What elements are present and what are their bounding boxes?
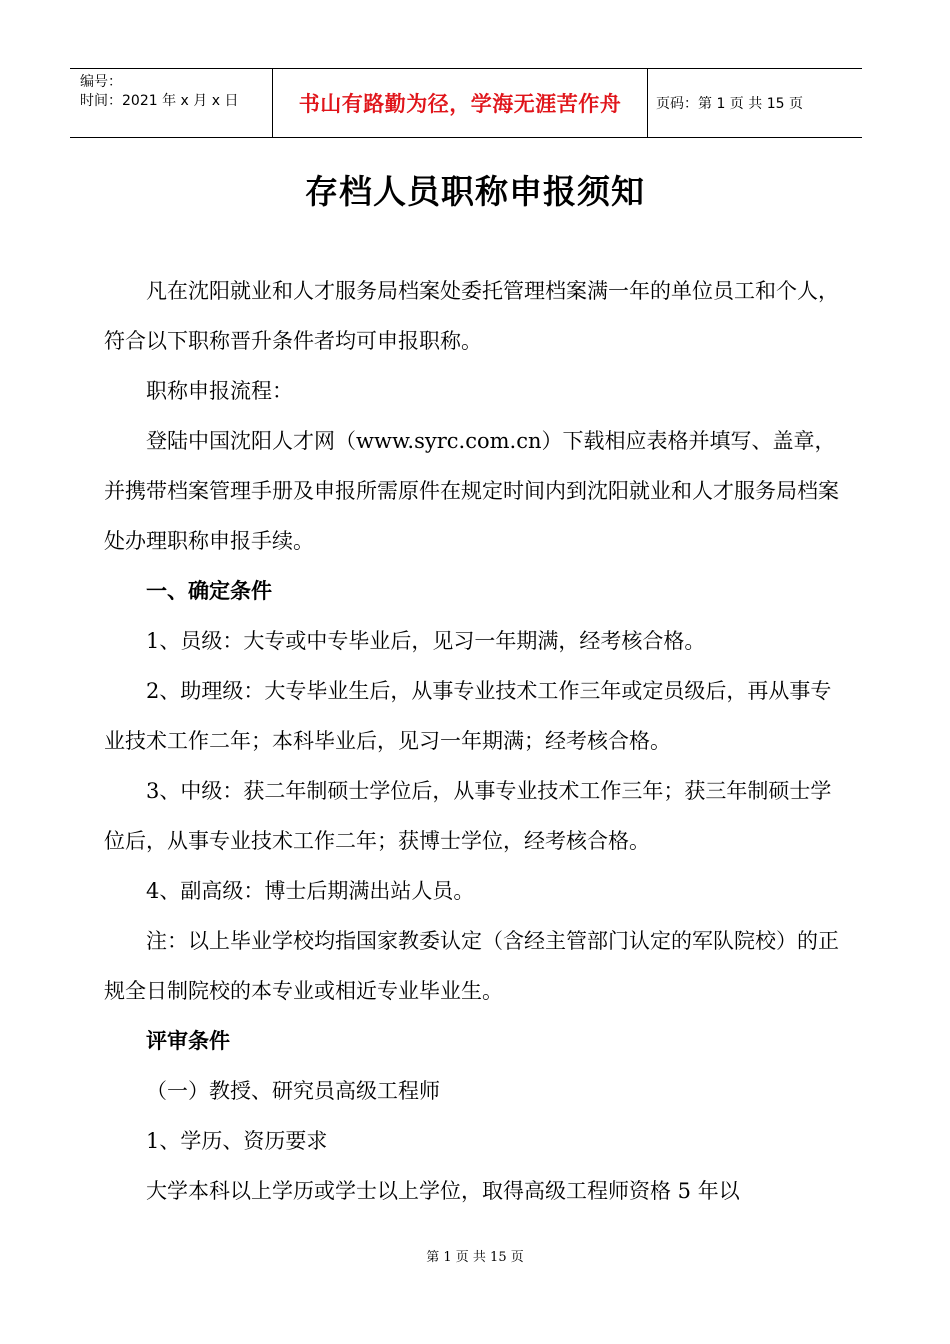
paragraph-level-3: 3、中级：获二年制硕士学位后，从事专业技术工作三年；获三年制硕士学位后，从事专业技术工作二年；获博士学位，经考核合格。 (104, 779, 832, 853)
number-label: 编号： (80, 74, 122, 90)
paragraph-intro: 凡在沈阳就业和人才服务局档案处委托管理档案满一年的单位员工和个人，符合以下职称晋升条件者均可申报职称。 (104, 279, 839, 353)
paragraph-process-label: 职称申报流程： (146, 379, 293, 403)
header-middle-cell (273, 69, 648, 137)
paragraph-level-2: 2、助理级：大专毕业生后，从事专业技术工作三年或定员级后，再从事专业技术工作二年；本科毕业后，见习一年期满；经考核合格。 (104, 679, 832, 753)
document-header (70, 68, 862, 138)
paragraph-level-1: 1、员级：大专或中专毕业后，见习一年期满，经考核合格。 (146, 629, 706, 653)
section-heading-conditions: 一、确定条件 (146, 579, 272, 603)
time-label: 时间：2021 年 x 月 x 日 (80, 93, 239, 109)
document-body (104, 266, 839, 1216)
header-left-cell (70, 69, 273, 137)
header-right-cell (648, 69, 862, 137)
paragraph-level-4: 4、副高级：博士后期满出站人员。 (146, 879, 475, 903)
page-info: 页码：第 1 页 共 15 页 (656, 96, 803, 112)
paragraph-subsection-1: （一）教授、研究员高级工程师 (146, 1079, 440, 1103)
page-footer: 第 1 页 共 15 页 (426, 1250, 524, 1265)
paragraph-subsection-1-item: 1、学历、资历要求 (146, 1129, 328, 1153)
paragraph-note: 注：以上毕业学校均指国家教委认定（含经主管部门认定的军队院校）的正规全日制院校的本专业或相近专业毕业生。 (104, 929, 839, 1003)
section-heading-review: 评审条件 (146, 1029, 230, 1053)
header-motto: 书山有路勤为径，学海无涯苦作舟 (298, 92, 622, 116)
paragraph-process: 登陆中国沈阳人才网（www.syrc.com.cn）下载相应表格并填写、盖章，并携带档案管理手册及申报所需原件在规定时间内到沈阳就业和人才服务局档案处办理职称申报手续。 (104, 429, 839, 553)
document-title: 存档人员职称申报须知 (305, 172, 645, 211)
paragraph-education: 大学本科以上学历或学士以上学位，取得高级工程师资格 5 年以 (146, 1179, 740, 1203)
